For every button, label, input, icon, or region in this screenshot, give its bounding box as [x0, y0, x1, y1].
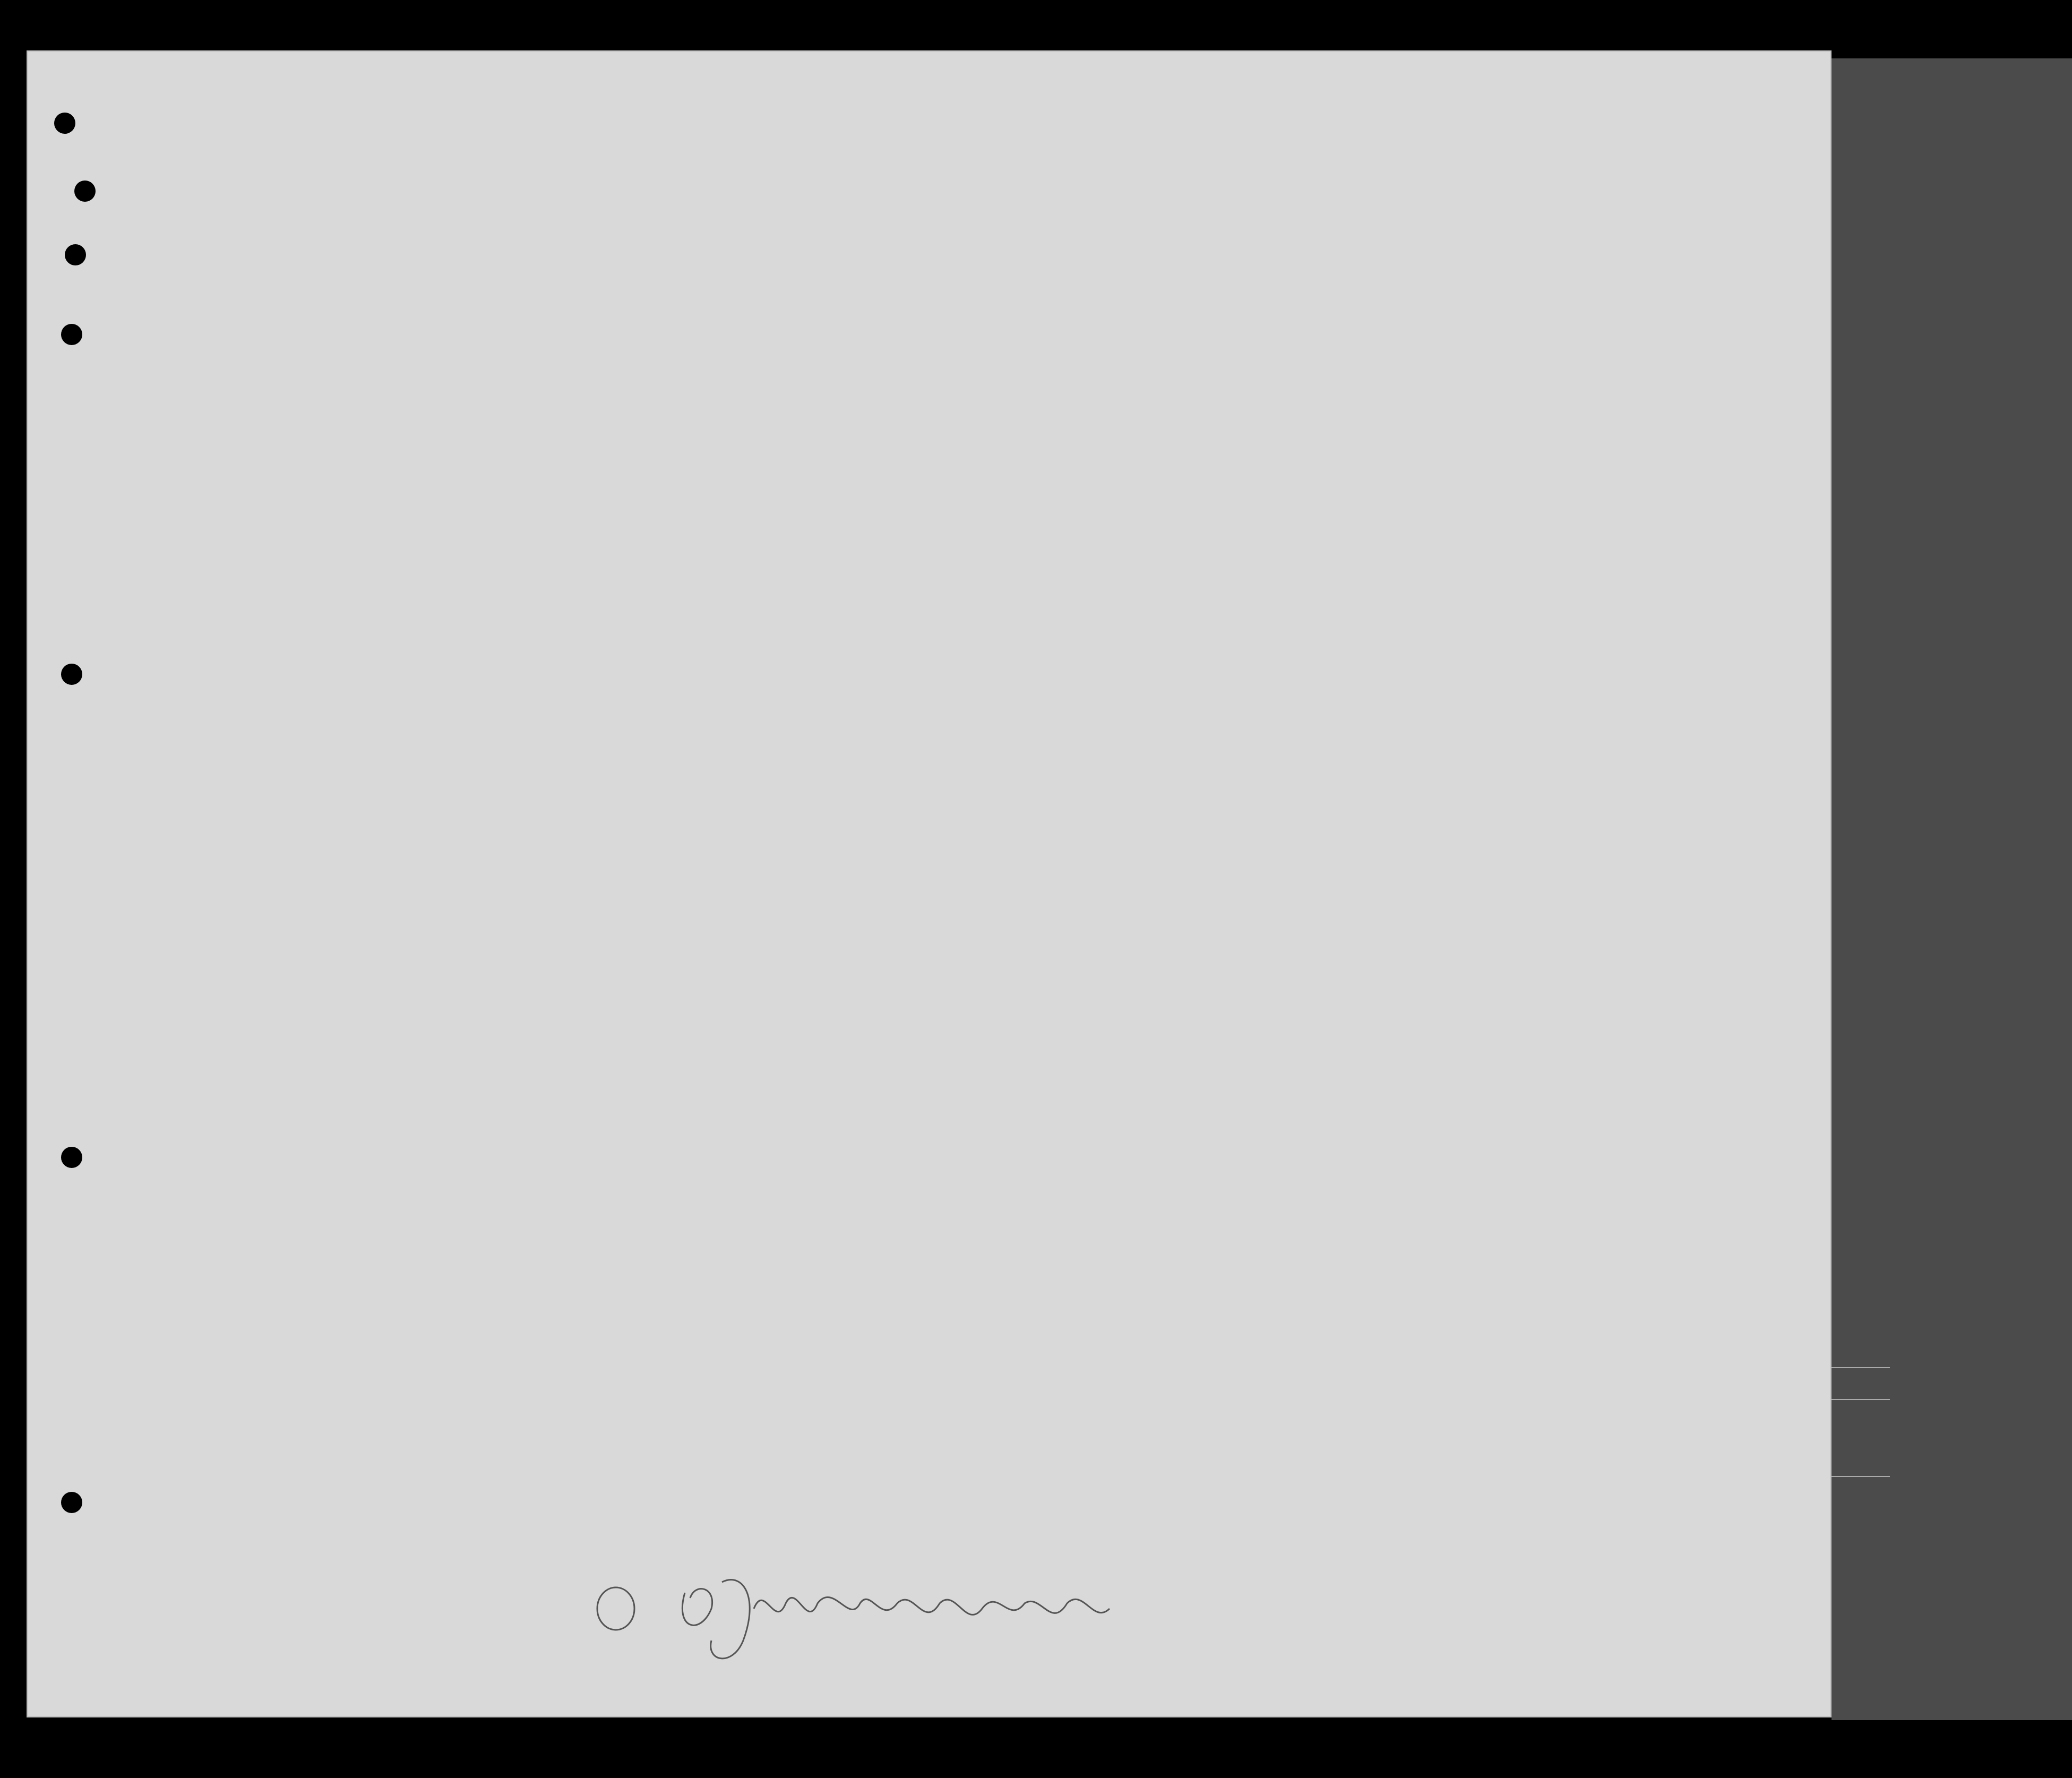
- inspector-signature: [584, 1550, 1141, 1678]
- manifest-sheet: [27, 50, 1832, 1717]
- punch-hole-icon: [61, 324, 82, 345]
- background-margin: [1832, 58, 2072, 1720]
- tally-rule: [1832, 1476, 1890, 1477]
- punch-hole-icon: [54, 113, 75, 134]
- punch-hole-icon: [61, 664, 82, 685]
- punch-hole-icon: [74, 181, 96, 202]
- tally-rule: [1832, 1399, 1890, 1400]
- punch-hole-icon: [61, 1147, 82, 1168]
- punch-hole-icon: [61, 1492, 82, 1513]
- punch-hole-icon: [65, 244, 86, 265]
- tally-rule: [1832, 1367, 1890, 1368]
